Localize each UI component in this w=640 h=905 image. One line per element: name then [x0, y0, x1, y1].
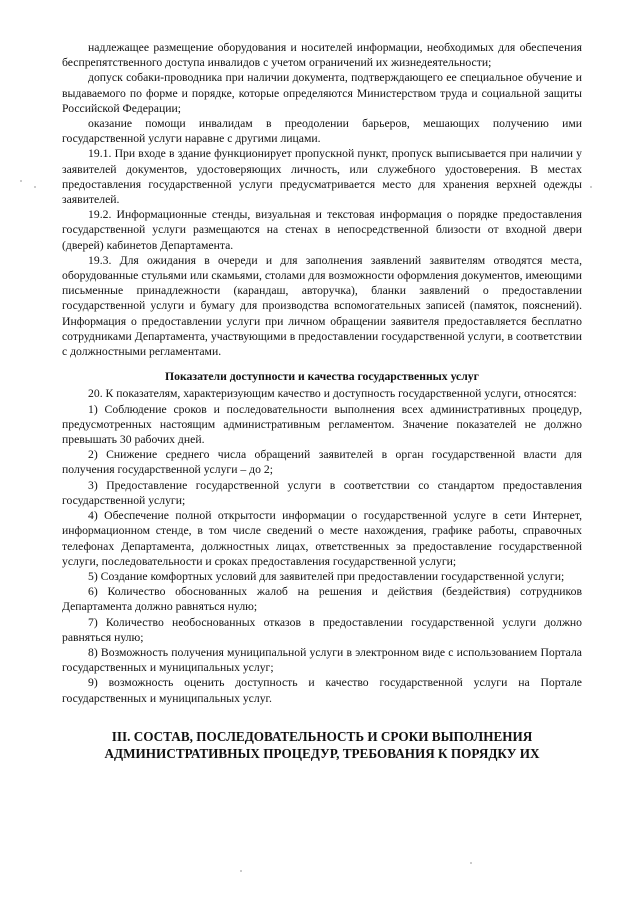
scan-speck	[240, 870, 242, 872]
indicator-paragraphs	[62, 386, 582, 705]
indicator-item-6: 6) Количество обоснованных жалоб на решения и действия (бездействия) сотрудников Департамента должно равняться нулю;	[62, 585, 582, 614]
scan-speck	[20, 180, 22, 182]
section-title-line-2: АДМИНИСТРАТИВНЫХ ПРОЦЕДУР, ТРЕБОВАНИЯ К ПОРЯДКУ ИХ	[104, 745, 540, 761]
paragraph-19-1: 19.1. При входе в здание функционирует пропускной пункт, пропуск выписывается при наличии у заявителей документов, удостоверяющих личность, или служебного удостоверения. В местах предоставления государственной услуги предусматривается место для хранения верхней одежды заявителей.	[62, 147, 582, 207]
section-title-line-1: III. СОСТАВ, ПОСЛЕДОВАТЕЛЬНОСТЬ И СРОКИ ВЫПОЛНЕНИЯ	[111, 728, 533, 744]
scan-speck	[34, 186, 36, 188]
indicator-item-7: 7) Количество необоснованных отказов в предоставлении государственной услуги должно равняться нулю;	[62, 615, 582, 644]
indicator-item-3: 3) Предоставление государственной услуги в соответствии со стандартом предоставления государственной услуги;	[62, 478, 582, 507]
indicator-item-1: 1) Соблюдение сроков и последовательности выполнения всех административных процедур, предусмотренных настоящим административным регламентом. Значение показателей не должно превышать 30 рабочих дней.	[62, 402, 582, 447]
paragraph-19-3: 19.3. Для ожидания в очереди и для заполнения заявлений заявителям отводятся места, оборудованные стульями или скамьями, столами для возможности оформления документов, имеющими письменные принадлежности (карандаш, авторучка), бланки заявлений о предоставлении государственной услуги и бумагу для производства вспомогательных записей (памяток, пояснений). Информация о предоставлении услуги при личном обращении заявителя предоставляется бесплатно сотрудниками Департамента, участвующими в предоставлении государственной услуги, в соответствии с должностными регламентами.	[62, 253, 582, 359]
indicator-item-2: 2) Снижение среднего числа обращений заявителей в орган государственной власти для получения государственной услуги – до 2;	[62, 448, 582, 477]
paragraph-equipment-placement: надлежащее размещение оборудования и носителей информации, необходимых для обеспечения беспрепятственного доступа инвалидов с учетом ограничений их жизнедеятельности;	[62, 41, 582, 70]
indicator-item-9: 9) возможность оценить доступность и качество государственной услуги на Портале государственных и муниципальных услуг.	[62, 676, 582, 705]
paragraph-20: 20. К показателям, характеризующим качество и доступность государственной услуги, относятся:	[88, 387, 577, 401]
indicator-item-4: 4) Обеспечение полной открытости информации о государственной услуге в сети Интернет, информационном стенде, в том числе сведений о месте нахождения, графике работы, справочных телефонах Департамента, должностных лицах, ответственных за предоставление государственной услуги, последовательности и сроках предоставления государственной услуги;	[62, 509, 582, 568]
top-paragraphs	[62, 40, 582, 359]
scan-speck	[590, 186, 592, 188]
indicator-item-8: 8) Возможность получения муниципальной услуги в электронном виде с использованием Портала государственных и муниципальных услуг;	[62, 645, 582, 675]
section-title	[62, 728, 582, 762]
indicator-item-5: 5) Создание комфортных условий для заявителей при предоставлении государственной услуги;	[88, 569, 565, 583]
scan-speck	[470, 862, 472, 864]
paragraph-barrier-assistance: оказание помощи инвалидам в преодолении барьеров, мешающих получению ими государственной услуги наравне с другими лицами.	[62, 117, 582, 146]
paragraph-guide-dog: допуск собаки-проводника при наличии документа, подтверждающего ее специальное обучение и выдаваемого по форме и порядке, которые определяются Министерством труда и социальной защиты Российской Федерации;	[62, 71, 582, 115]
subheading-indicators: Показатели доступности и качества государственных услуг	[165, 370, 479, 384]
paragraph-19-2: 19.2. Информационные стенды, визуальная и текстовая информация о порядке предоставления государственной услуги размещаются на стенах в непосредственной близости от входной двери (дверей) кабинетов Департамента.	[62, 208, 582, 252]
